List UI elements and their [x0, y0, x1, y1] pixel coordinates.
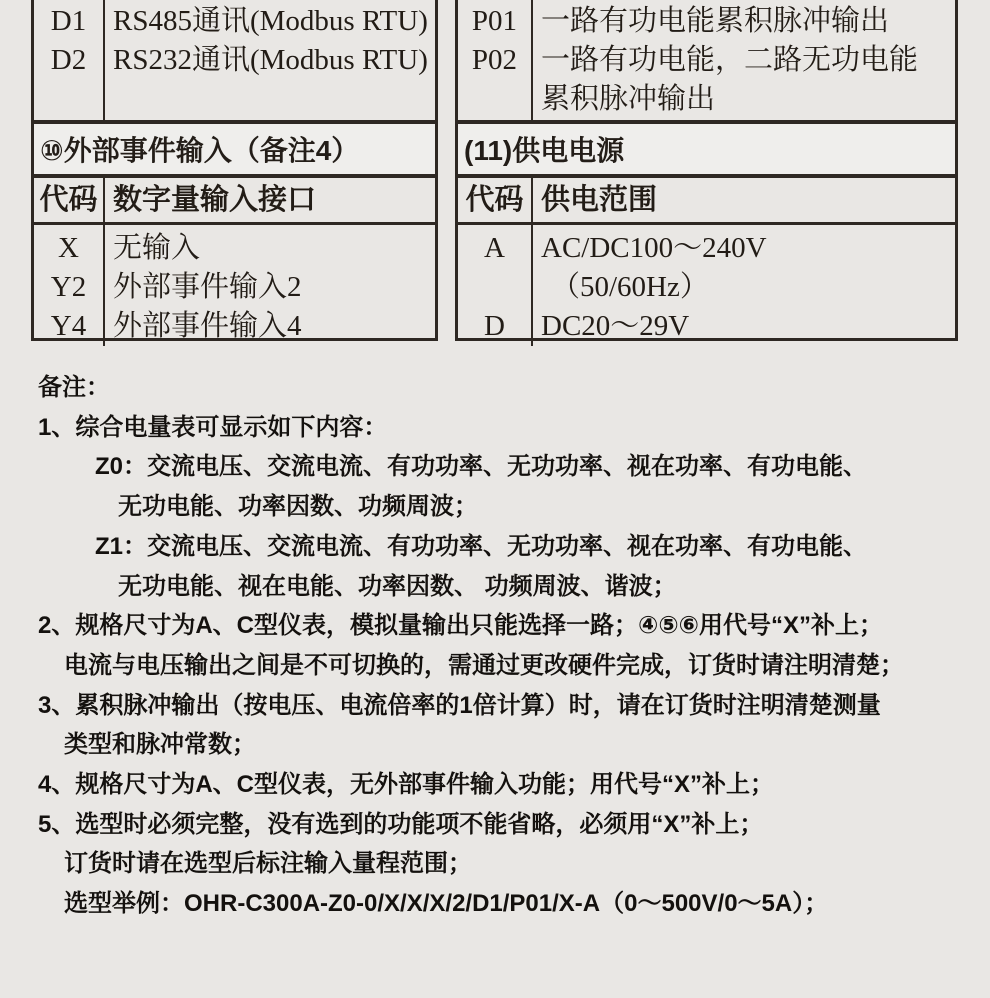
note-line-z0-cont: 无功电能、功率因数、功频周波； [118, 493, 478, 521]
note-line-2: 2、规格尺寸为A、C型仪表，模拟量输出只能选择一路；④⑤⑥用代号“X”补上； [38, 612, 883, 640]
pulse-code-column [458, 0, 533, 120]
input-code-column [34, 225, 105, 346]
section-title-external-event-input: ⑩外部事件输入（备注4） [34, 124, 435, 178]
comm-code: D1 [50, 5, 87, 37]
pulse-code: P01 [471, 5, 518, 37]
input-code: X [58, 232, 79, 264]
power-code: D [484, 310, 505, 342]
selection-tables [0, 0, 990, 345]
power-code-column [458, 225, 533, 346]
input-desc: 外部事件输入4 [113, 310, 302, 342]
power-range: AC/DC100～240V [541, 232, 767, 264]
comm-desc: RS232通讯(Modbus RTU) [113, 44, 428, 76]
power-code-spacer [458, 268, 531, 307]
input-desc: 外部事件输入2 [113, 271, 302, 303]
section-title-power-supply: (11)供电电源 [458, 124, 955, 178]
note-line-example: 选型举例：OHR-C300A-Z0-0/X/X/X/2/D1/P01/X-A（0～500V/0～5A）； [64, 890, 829, 918]
comm-code-column [34, 0, 105, 120]
left-table [31, 0, 438, 341]
input-code: Y4 [50, 310, 87, 342]
power-desc-column [533, 225, 955, 346]
pulse-desc-column [533, 0, 955, 120]
code-header: 代码 [34, 178, 105, 222]
note-line-5: 5、选型时必须完整，没有选到的功能项不能省略，必须用“X”补上； [38, 810, 764, 838]
pulse-desc-wrap: 累积脉冲输出 [541, 83, 716, 115]
power-range-header: 供电范围 [541, 184, 658, 216]
power-range-freq: （50/60Hz） [551, 271, 709, 303]
note-line-z0: Z0：交流电压、交流电流、有功功率、无功功率、视在功率、有功电能、 [95, 453, 868, 481]
comm-desc-column [105, 0, 435, 120]
note-line-4: 4、规格尺寸为A、C型仪表，无外部事件输入功能；用代号“X”补上； [38, 771, 775, 799]
note-line-5-cont: 订货时请在选型后标注输入量程范围； [64, 850, 472, 878]
pulse-desc: 一路有功电能累积脉冲输出 [541, 5, 890, 37]
notes-section [0, 368, 990, 924]
power-rows [458, 225, 955, 342]
note-line-3-cont: 类型和脉冲常数； [64, 731, 256, 759]
notes-title: 备注： [38, 374, 110, 401]
note-line-z1-cont: 无功电能、视在电能、功率因数、 功频周波、谐波； [118, 572, 677, 600]
input-desc-column [105, 225, 435, 346]
power-code: A [484, 232, 505, 264]
code-header: 代码 [458, 178, 533, 222]
comm-section [34, 0, 435, 124]
pulse-code: P02 [471, 44, 518, 76]
note-line-z1: Z1：交流电压、交流电流、有功功率、无功功率、视在功率、有功电能、 [95, 532, 868, 560]
input-header-row [34, 178, 435, 225]
power-header-row [458, 178, 955, 225]
input-rows [34, 225, 435, 342]
note-line-3: 3、累积脉冲输出（按电压、电流倍率的1倍计算）时，请在订货时注明清楚测量 [38, 691, 881, 719]
digital-input-header: 数字量输入接口 [113, 184, 317, 216]
note-line-2-cont: 电流与电压输出之间是不可切换的，需通过更改硬件完成，订货时请注明清楚； [64, 651, 904, 679]
pulse-desc: 一路有功电能，二路无功电能 [541, 44, 919, 76]
pulse-section [458, 0, 955, 124]
input-code: Y2 [50, 271, 87, 303]
note-line-1: 1、综合电量表可显示如下内容： [38, 413, 388, 441]
power-range: DC20～29V [541, 310, 690, 342]
comm-desc: RS485通讯(Modbus RTU) [113, 5, 428, 37]
comm-code: D2 [50, 44, 87, 76]
right-table [455, 0, 958, 341]
input-desc: 无输入 [113, 232, 201, 264]
